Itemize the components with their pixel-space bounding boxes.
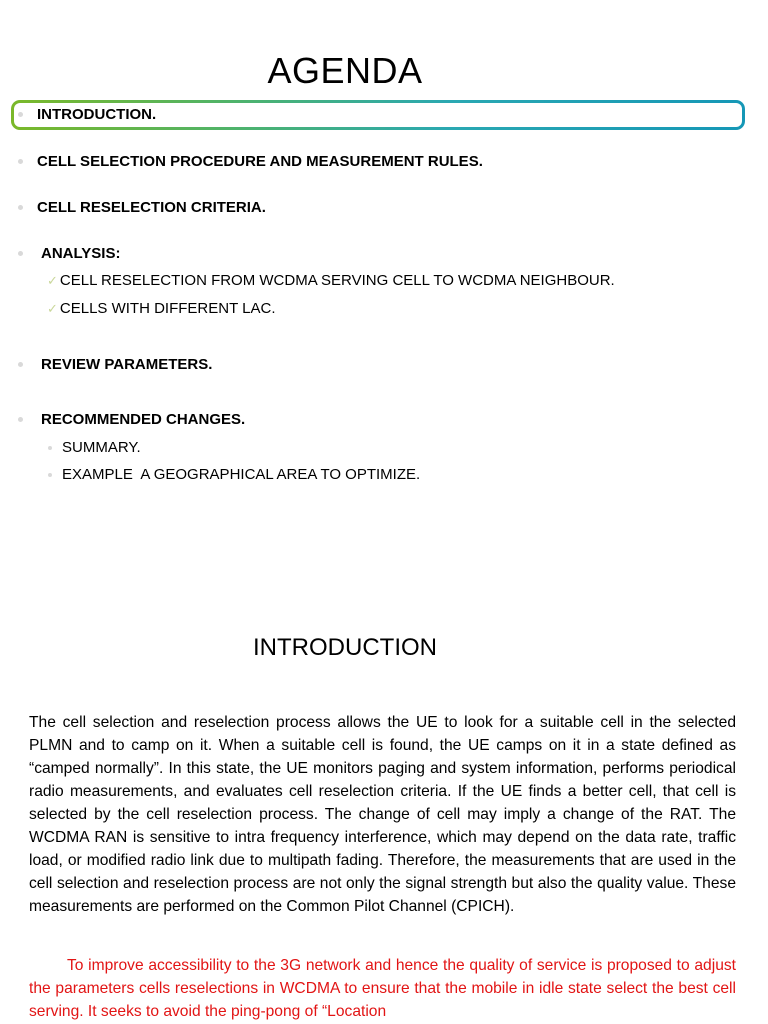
bullet-icon <box>48 446 52 450</box>
agenda-title: AGENDA <box>267 50 423 91</box>
bullet-icon <box>18 159 23 164</box>
bullet-icon <box>18 417 23 422</box>
checkmark-icon: ✓ <box>47 300 58 316</box>
agenda-item-label: CELL RESELECTION CRITERIA. <box>37 199 266 216</box>
introduction-emphasis-paragraph: To improve accessibility to the 3G network and hence the quality of service is proposed to adjust the parameters cells reselections in WCDMA to ensure that the mobile in idle state select the best cell serving. It seeks to avoid the ping-pong of “Location <box>29 957 736 1020</box>
agenda-item-label: CELL SELECTION PROCEDURE AND MEASUREMENT RULES. <box>37 153 483 170</box>
subitem-label: CELLS WITH DIFFERENT LAC. <box>59 300 276 317</box>
subitem-label: SUMMARY. <box>62 439 141 456</box>
recommended-subitem-summary[interactable] <box>48 439 141 456</box>
agenda-item-cell-selection[interactable] <box>18 153 483 170</box>
agenda-item-label: REVIEW PARAMETERS. <box>41 356 213 373</box>
bullet-icon <box>18 362 23 367</box>
agenda-item-analysis[interactable] <box>18 245 120 262</box>
recommended-subitem-example[interactable] <box>48 466 420 483</box>
checkmark-icon: ✓ <box>47 272 58 288</box>
subitem-label: CELL RESELECTION FROM WCDMA SERVING CELL TO WCDMA NEIGHBOUR. <box>59 272 615 289</box>
agenda-item-recommended-changes[interactable] <box>18 411 245 428</box>
agenda-item-label: INTRODUCTION. <box>37 106 157 123</box>
subitem-label: EXAMPLE A GEOGRAPHICAL AREA TO OPTIMIZE. <box>62 466 421 483</box>
introduction-title: INTRODUCTION <box>253 634 437 661</box>
agenda-item-label: ANALYSIS: <box>41 245 121 262</box>
bullet-icon <box>48 473 52 477</box>
analysis-subitem-different-lac[interactable] <box>47 300 276 317</box>
agenda-item-reselection-criteria[interactable] <box>18 199 266 216</box>
agenda-item-introduction[interactable] <box>18 106 156 123</box>
bullet-icon <box>18 251 23 256</box>
bullet-icon <box>18 205 23 210</box>
analysis-subitem-wcdma-neighbour[interactable] <box>47 272 615 289</box>
agenda-item-review-parameters[interactable] <box>18 356 212 373</box>
agenda-item-label: RECOMMENDED CHANGES. <box>41 411 246 428</box>
introduction-paragraph: The cell selection and reselection process allows the UE to look for a suitable cell in the selected PLMN and to camp on it. When a suitable cell is found, the UE camps on it in a state defined as “camped normally”. In this state, the UE monitors paging and system information, performs periodical radio measurements, and evaluates cell reselection criteria. If the UE finds a better cell, that cell is selected by the cell reselection process. The change of cell may imply a change of the RAT. The WCDMA RAN is sensitive to intra frequency interference, which may depend on the data rate, traffic load, or modified radio link due to multipath fading. Therefore, the measurements that are used in the cell selection and reselection process are not only the signal strength but also the quality value. These measurements are performed on the Common Pilot Channel (CPICH). <box>29 714 736 915</box>
bullet-icon <box>18 112 23 117</box>
